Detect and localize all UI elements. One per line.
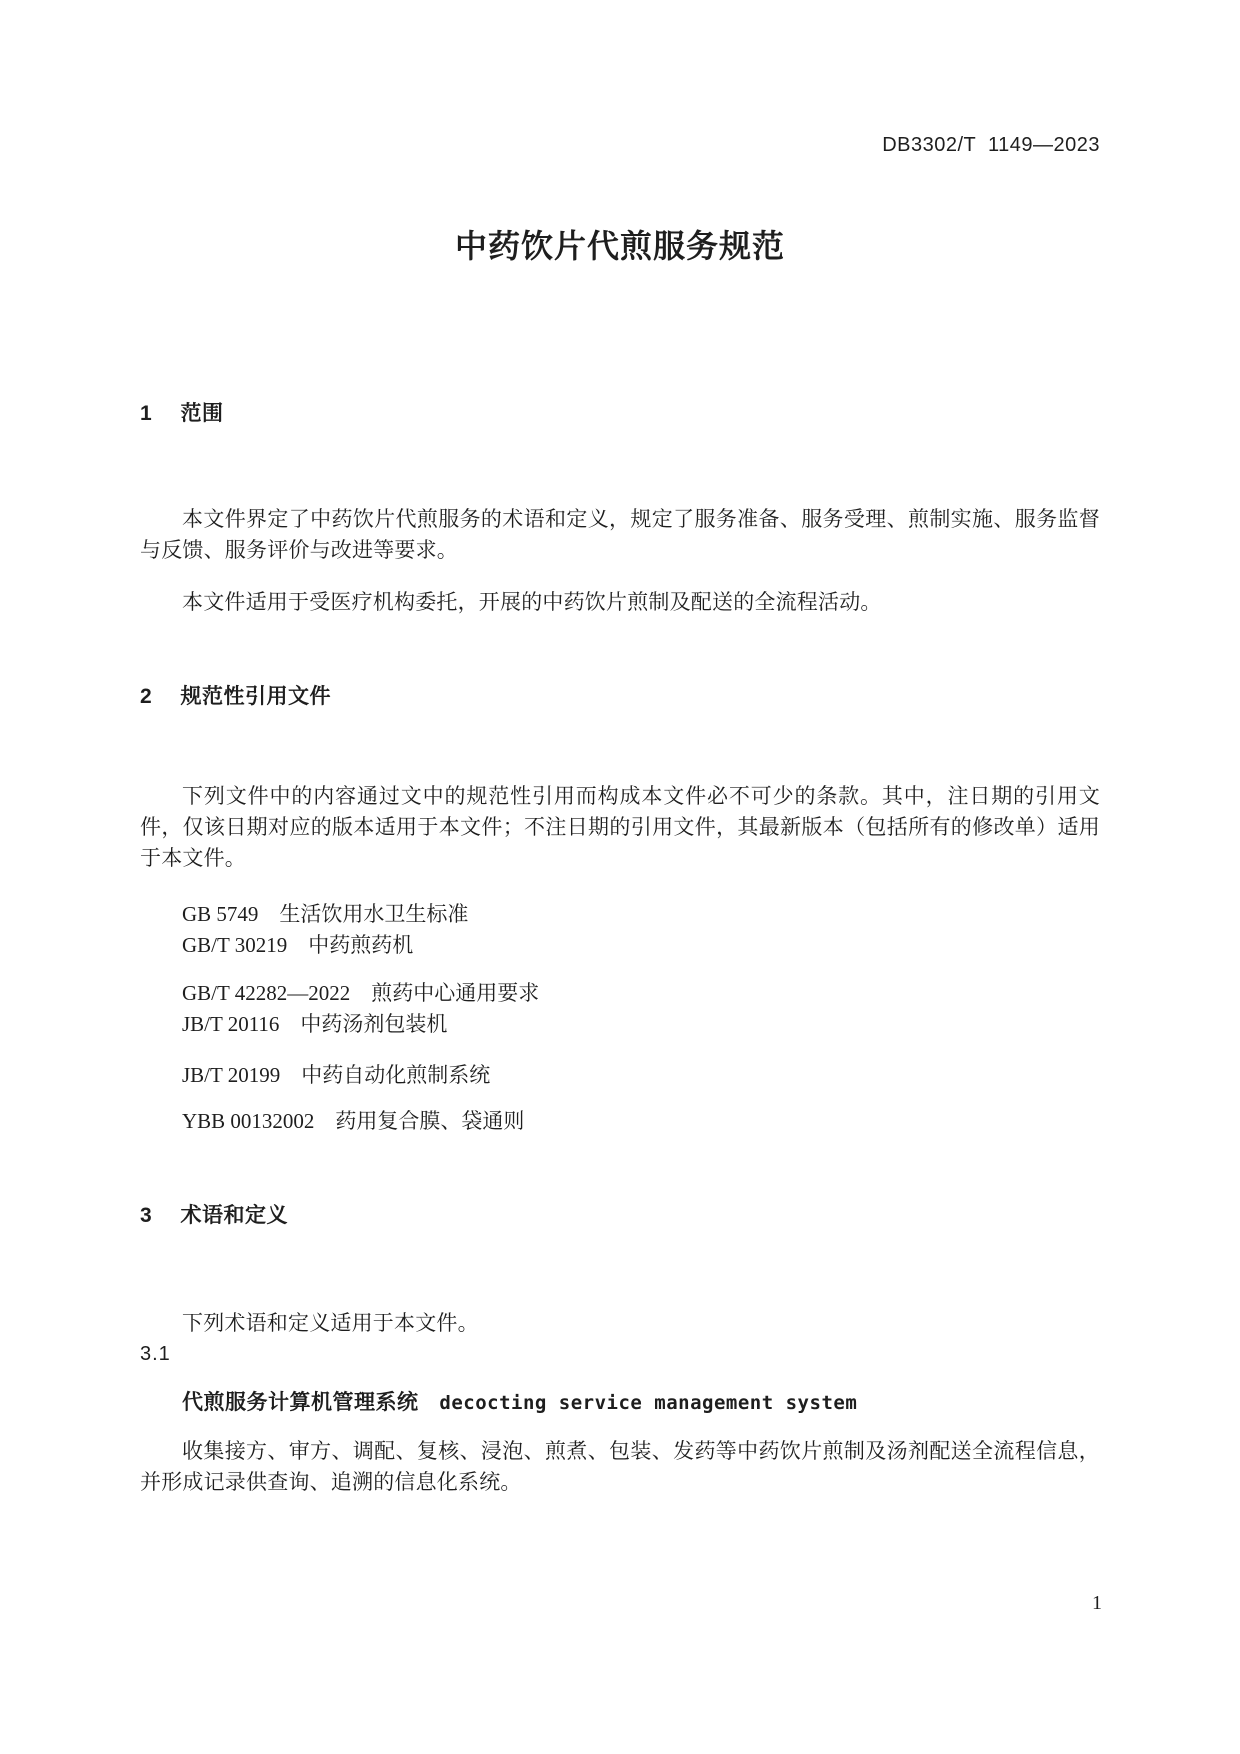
section-2-title: 规范性引用文件 bbox=[180, 685, 332, 708]
document-title: 中药饮片代煎服务规范 bbox=[454, 228, 785, 264]
term-definition-paragraph: 收集接方、审方、调配、复核、浸泡、煎煮、包装、发药等中药饮片煎制及汤剂配送全流程信息，并形成记录供查询、追溯的信息化系统。 bbox=[140, 1439, 1100, 1494]
reference-item: GB 5749 生活饮用水卫生标准 bbox=[182, 902, 469, 926]
reference-item: JB/T 20199 中药自动化煎制系统 bbox=[182, 1063, 491, 1087]
term-name-chinese: 代煎服务计算机管理系统 bbox=[182, 1391, 419, 1414]
reference-item: GB/T 30219 中药煎药机 bbox=[182, 933, 414, 957]
section-2-number: 2 bbox=[140, 685, 153, 708]
references-intro-paragraph: 下列文件中的内容通过文中的规范性引用而构成本文件必不可少的条款。其中，注日期的引用文件，仅该日期对应的版本适用于本文件；不注日期的引用文件，其最新版本（包括所有的修改单）适用于本文件。 bbox=[140, 784, 1100, 870]
section-1-heading bbox=[140, 400, 1100, 428]
terms-intro-paragraph: 下列术语和定义适用于本文件。 bbox=[182, 1311, 479, 1335]
normative-references-list bbox=[140, 899, 1100, 1137]
section-3-heading bbox=[140, 1202, 1100, 1230]
section-1-title: 范围 bbox=[180, 402, 224, 425]
term-clause-number: 3.1 bbox=[140, 1343, 171, 1365]
reference-item: YBB 00132002 药用复合膜、袋通则 bbox=[182, 1109, 525, 1133]
reference-item: JB/T 20116 中药汤剂包装机 bbox=[182, 1012, 448, 1036]
section-2-heading bbox=[140, 683, 1100, 711]
section-3-title: 术语和定义 bbox=[180, 1204, 289, 1227]
scope-paragraph-1: 本文件界定了中药饮片代煎服务的术语和定义，规定了服务准备、服务受理、煎制实施、服务监督与反馈、服务评价与改进等要求。 bbox=[140, 507, 1100, 562]
section-1-number: 1 bbox=[140, 402, 153, 425]
standard-number: DB3302/T 1149—2023 bbox=[882, 134, 1100, 156]
page-number: 1 bbox=[1092, 1592, 1102, 1614]
section-3-number: 3 bbox=[140, 1204, 153, 1227]
term-name-english: decocting service management system bbox=[439, 1392, 858, 1414]
scope-paragraph-2: 本文件适用于受医疗机构委托，开展的中药饮片煎制及配送的全流程活动。 bbox=[182, 590, 882, 614]
reference-item: GB/T 42282—2022 煎药中心通用要求 bbox=[182, 981, 540, 1005]
term-heading bbox=[140, 1387, 1100, 1419]
